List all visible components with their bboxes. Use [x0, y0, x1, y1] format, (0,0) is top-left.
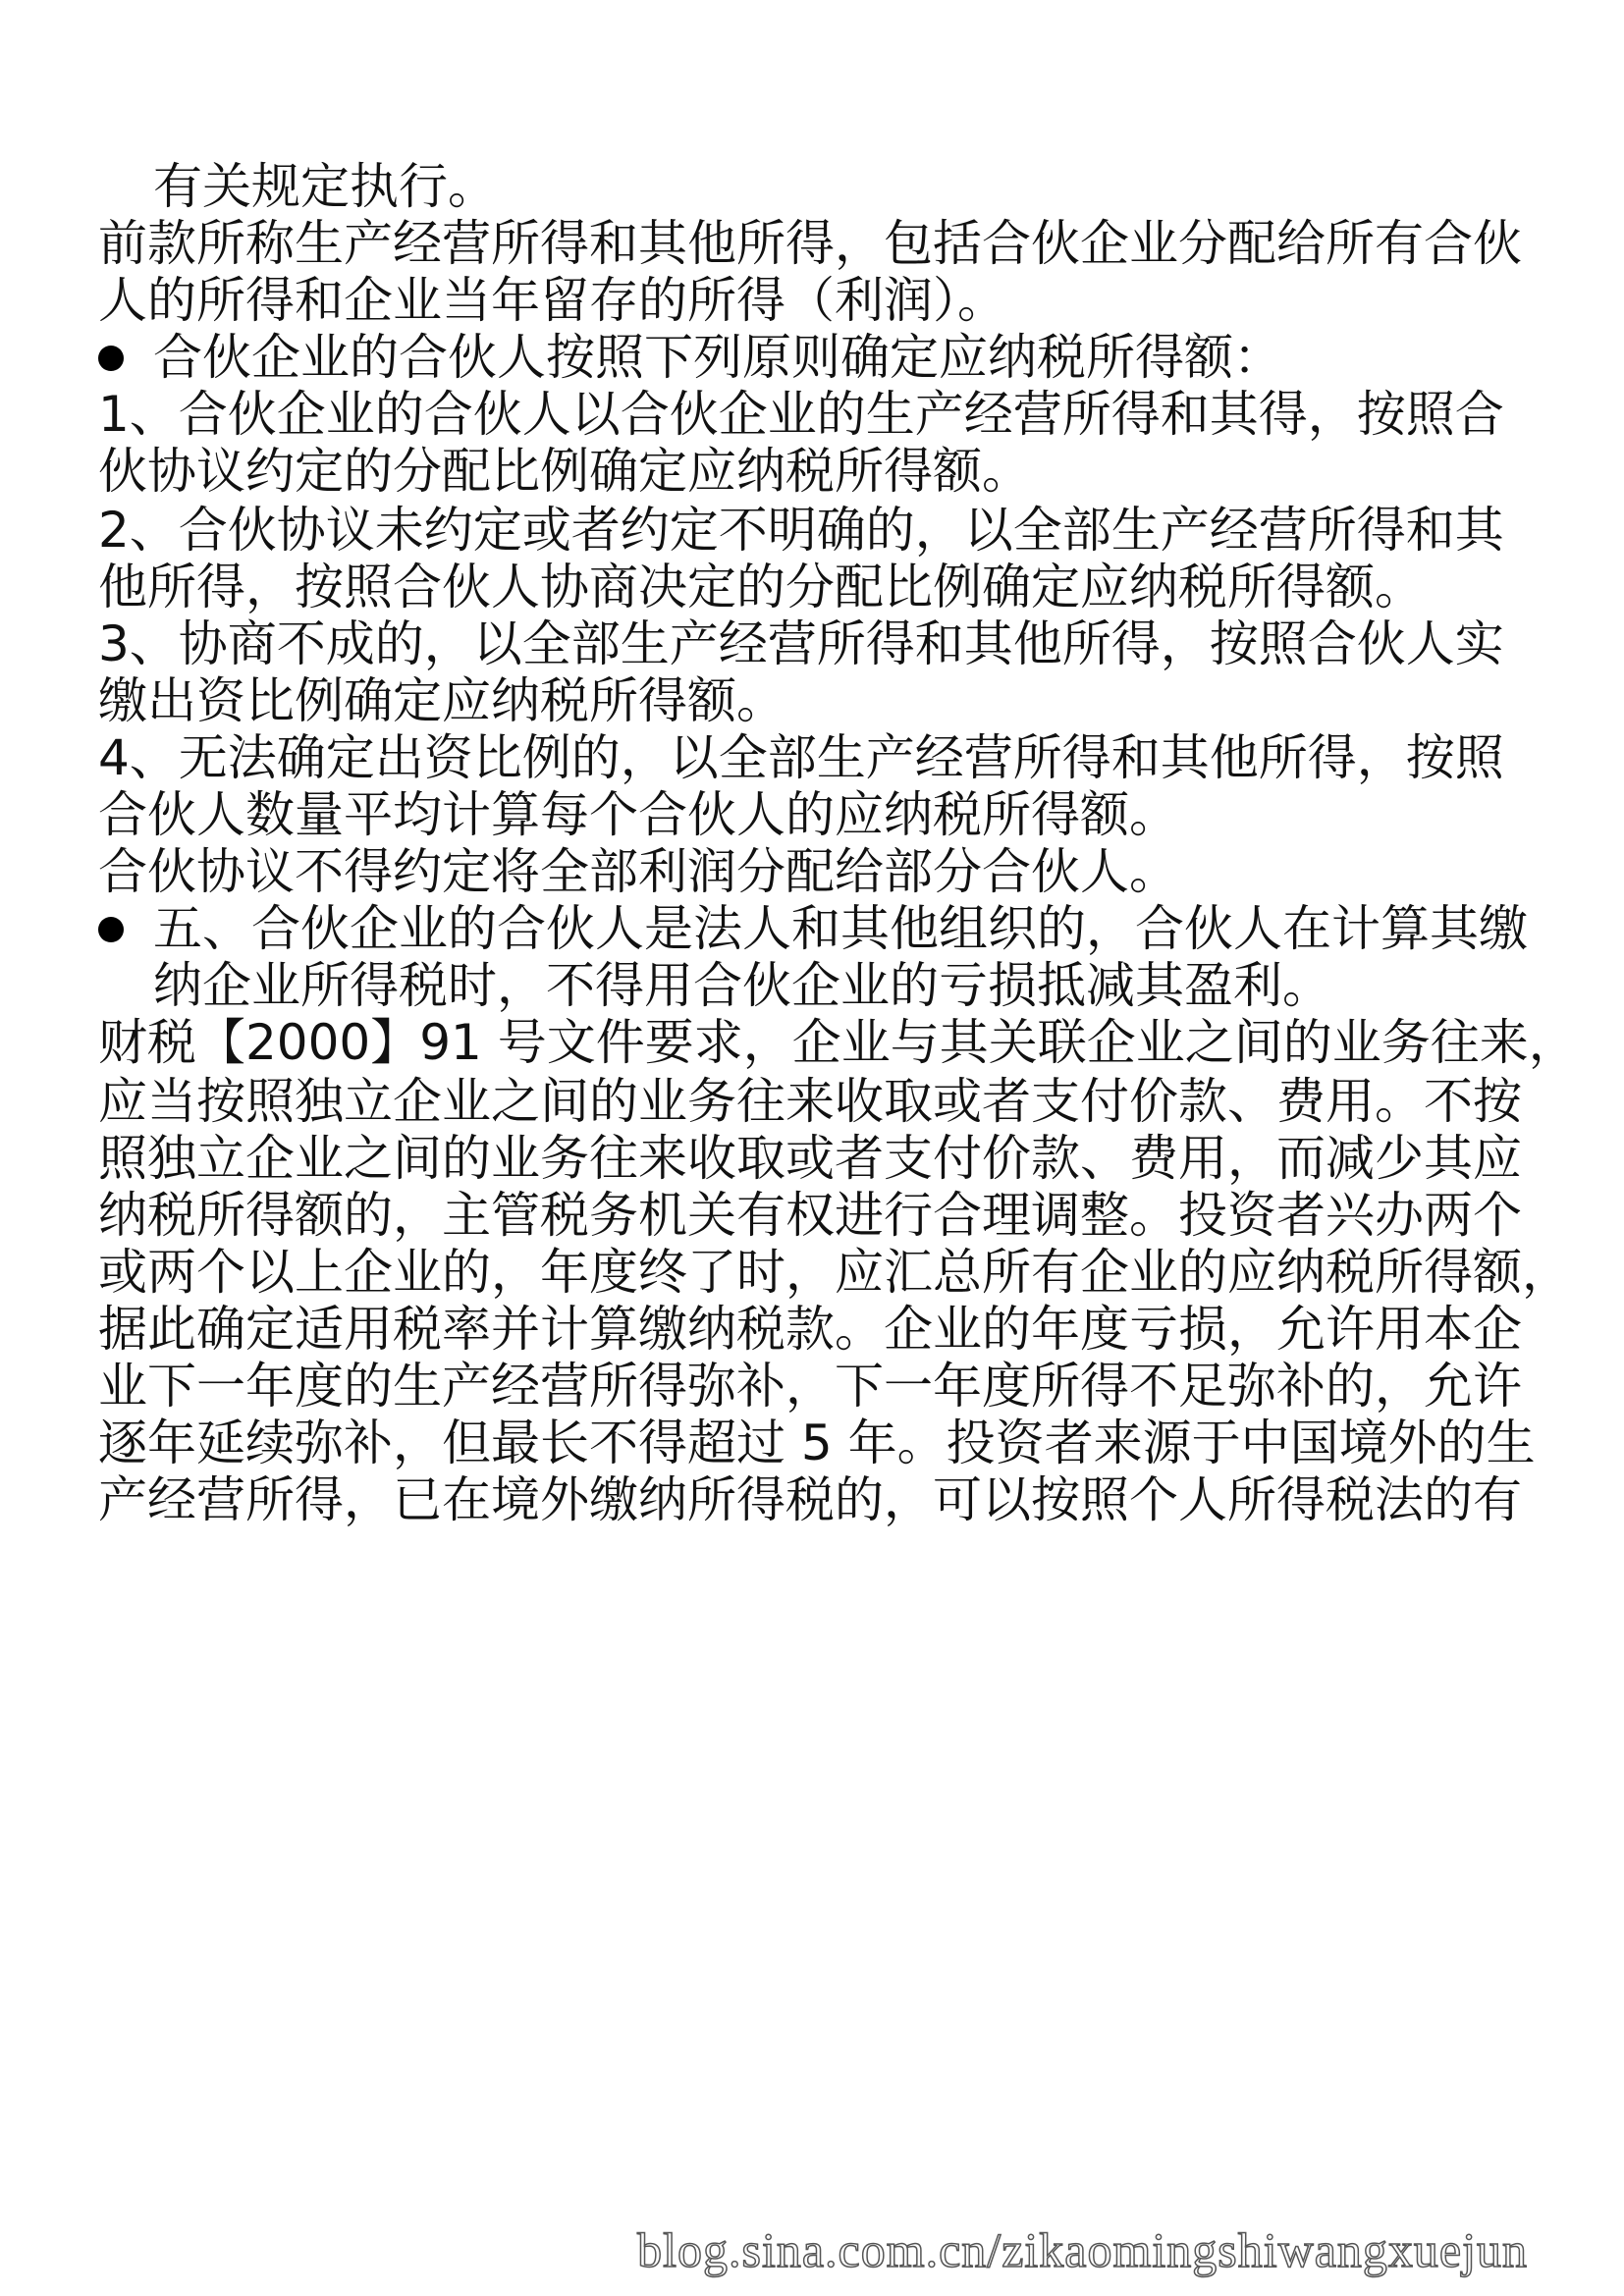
text-line: 合伙人数量平均计算每个合伙人的应纳税所得额。: [98, 786, 1178, 843]
text-line: 有关规定执行。: [153, 158, 497, 215]
text-line: 财税【2000】91 号文件要求，企业与其关联企业之间的业务往来，: [98, 1014, 1578, 1071]
bullet-text: 合伙企业的合伙人按照下列原则确定应纳税所得额：: [153, 329, 1282, 386]
text-line: 合伙协议不得约定将全部利润分配给部分合伙人。: [98, 843, 1178, 900]
text-line: 应当按照独立企业之间的业务往来收取或者支付价款、费用。不按: [98, 1073, 1522, 1130]
text-line: 据此确定适用税率并计算缴纳税款。企业的年度亏损，允许用本企: [98, 1301, 1522, 1358]
text-line: 人的所得和企业当年留存的所得（利润）。: [98, 272, 1006, 329]
text-line: 照独立企业之间的业务往来收取或者支付价款、费用，而减少其应: [98, 1130, 1522, 1187]
text-line: 纳企业所得税时，不得用合伙企业的亏损抵减其盈利。: [153, 957, 1331, 1014]
text-line: 前款所称生产经营所得和其他所得，包括合伙企业分配给所有合伙: [98, 215, 1522, 272]
text-line: 2、合伙协议未约定或者约定不明确的，以全部生产经营所得和其: [98, 502, 1504, 559]
text-line: 缴出资比例确定应纳税所得额。: [98, 672, 785, 729]
text-line: 纳税所得额的，主管税务机关有权进行合理调整。投资者兴办两个: [98, 1187, 1522, 1244]
text-line: 伙协议约定的分配比例确定应纳税所得额。: [98, 443, 1031, 500]
text-line: 1、合伙企业的合伙人以合伙企业的生产经营所得和其得，按照合: [98, 386, 1504, 443]
text-line: 逐年延续弥补，但最长不得超过 5 年。投资者来源于中国境外的生: [98, 1415, 1536, 1471]
bullet-item: [98, 328, 1532, 387]
text-line: 4、无法确定出资比例的，以全部生产经营所得和其他所得，按照: [98, 729, 1504, 786]
text-line: 产经营所得，已在境外缴纳所得税的，可以按照个人所得税法的有: [98, 1471, 1522, 1528]
bullet-icon: [98, 917, 124, 942]
text-line: 他所得，按照合伙人协商决定的分配比例确定应纳税所得额。: [98, 559, 1424, 615]
text-line: 或两个以上企业的，年度终了时，应汇总所有企业的应纳税所得额，: [98, 1244, 1571, 1301]
text-line: 业下一年度的生产经营所得弥补，下一年度所得不足弥补的，允许: [98, 1358, 1522, 1415]
text-line: 3、协商不成的，以全部生产经营所得和其他所得，按照合伙人实: [98, 615, 1504, 672]
bullet-icon: [98, 346, 124, 371]
bullet-item: [98, 899, 1532, 958]
watermark-text: blog.sina.com.cn/zikaomingshiwangxuejun: [637, 2222, 1528, 2277]
bullet-text: 五、合伙企业的合伙人是法人和其他组织的，合伙人在计算其缴: [153, 900, 1528, 957]
